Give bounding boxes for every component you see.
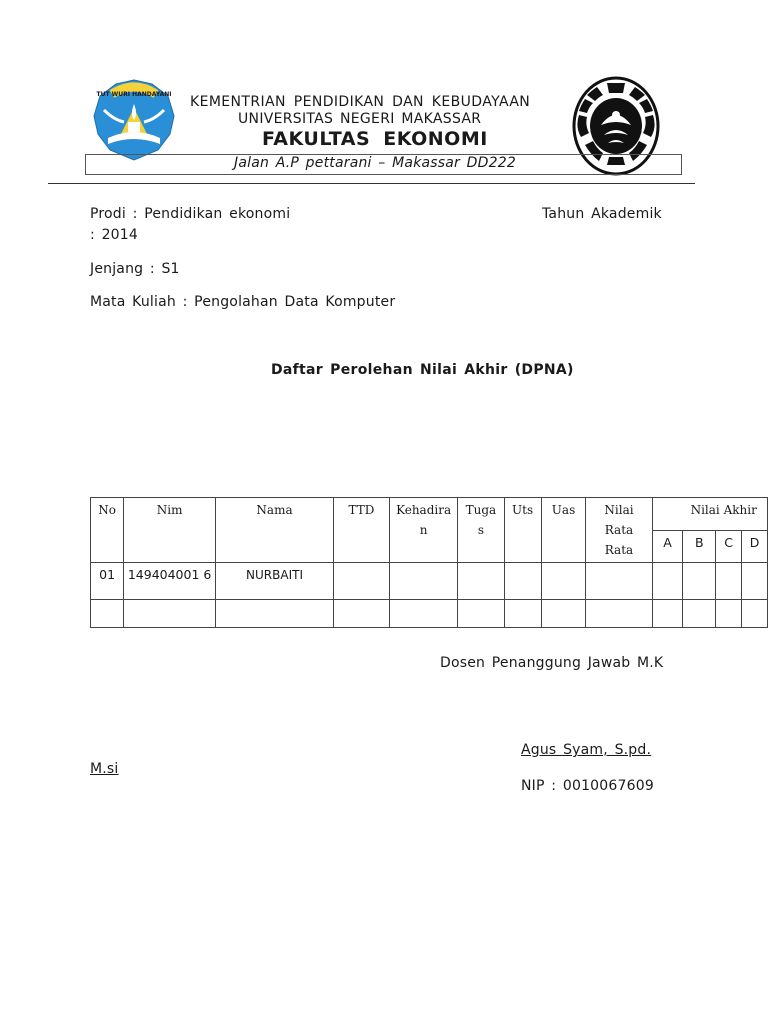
tahun-akademik-value: : 2014 (90, 227, 138, 243)
header-grade-d: D (742, 530, 768, 563)
logo-motto: TUT WURI HANDAYANI (96, 91, 172, 98)
cell-nim: 149404001 6 (124, 563, 216, 600)
header-grade-c: C (716, 530, 742, 563)
cell-grade-d (742, 563, 768, 600)
dpna-table (90, 497, 768, 628)
tahun-akademik-label: Tahun Akademik (542, 206, 662, 222)
signature-name: Agus Syam, S.pd. (521, 742, 652, 758)
signature-role: Dosen Penanggung Jawab M.K (440, 655, 664, 671)
tut-wuri-handayani-logo (90, 76, 178, 164)
mata-kuliah-line: Mata Kuliah : Pengolahan Data Komputer (90, 294, 396, 310)
header-nama: Nama (216, 498, 334, 563)
table-row (91, 563, 768, 600)
signature-nip: NIP : 0010067609 (521, 778, 654, 794)
cell-nilai-rata (586, 563, 652, 600)
address: Jalan A.P pettarani – Makassar DD222 (234, 155, 516, 171)
header-nilai-akhir: Nilai Akhir (652, 498, 767, 531)
cell-grade-d (742, 600, 768, 628)
signature-degree: M.si (90, 761, 119, 777)
cell-no (91, 600, 124, 628)
cell-nama (216, 600, 334, 628)
cell-ttd (334, 600, 390, 628)
header-uas: Uas (541, 498, 586, 563)
document-title: Daftar Perolehan Nilai Akhir (DPNA) (271, 362, 574, 378)
cell-uts (504, 600, 541, 628)
header-nilai-rata-rata: Nilai Rata Rata (586, 498, 652, 563)
ministry-name: KEMENTRIAN PENDIDIKAN DAN KEBUDAYAAN (190, 94, 531, 110)
cell-nim (124, 600, 216, 628)
header-ttd: TTD (334, 498, 390, 563)
cell-grade-b (683, 600, 716, 628)
table-row (91, 600, 768, 628)
header-no: No (91, 498, 124, 563)
header-tugas: Tuga s (458, 498, 504, 563)
cell-grade-a (652, 563, 683, 600)
university-name: UNIVERSITAS NEGERI MAKASSAR (238, 111, 482, 127)
header-divider (48, 183, 695, 184)
prodi-line: Prodi : Pendidikan ekonomi (90, 206, 291, 222)
cell-nama: NURBAITI (216, 563, 334, 600)
cell-grade-c (716, 563, 742, 600)
cell-tugas (458, 563, 504, 600)
cell-ttd (334, 563, 390, 600)
header-grade-a: A (652, 530, 683, 563)
cell-uts (504, 563, 541, 600)
faculty-name: FAKULTAS EKONOMI (262, 128, 488, 150)
cell-uas (541, 563, 586, 600)
cell-kehadiran (389, 600, 457, 628)
cell-grade-a (652, 600, 683, 628)
jenjang-line: Jenjang : S1 (90, 261, 180, 277)
cell-uas (541, 600, 586, 628)
cell-tugas (458, 600, 504, 628)
table-header-row (91, 498, 768, 531)
cell-grade-c (716, 600, 742, 628)
header-uts: Uts (504, 498, 541, 563)
cell-kehadiran (389, 563, 457, 600)
cell-nilai-rata (586, 600, 652, 628)
cell-grade-b (683, 563, 716, 600)
header-kehadiran: Kehadira n (389, 498, 457, 563)
header-nim: Nim (124, 498, 216, 563)
header-grade-b: B (683, 530, 716, 563)
cell-no: 01 (91, 563, 124, 600)
